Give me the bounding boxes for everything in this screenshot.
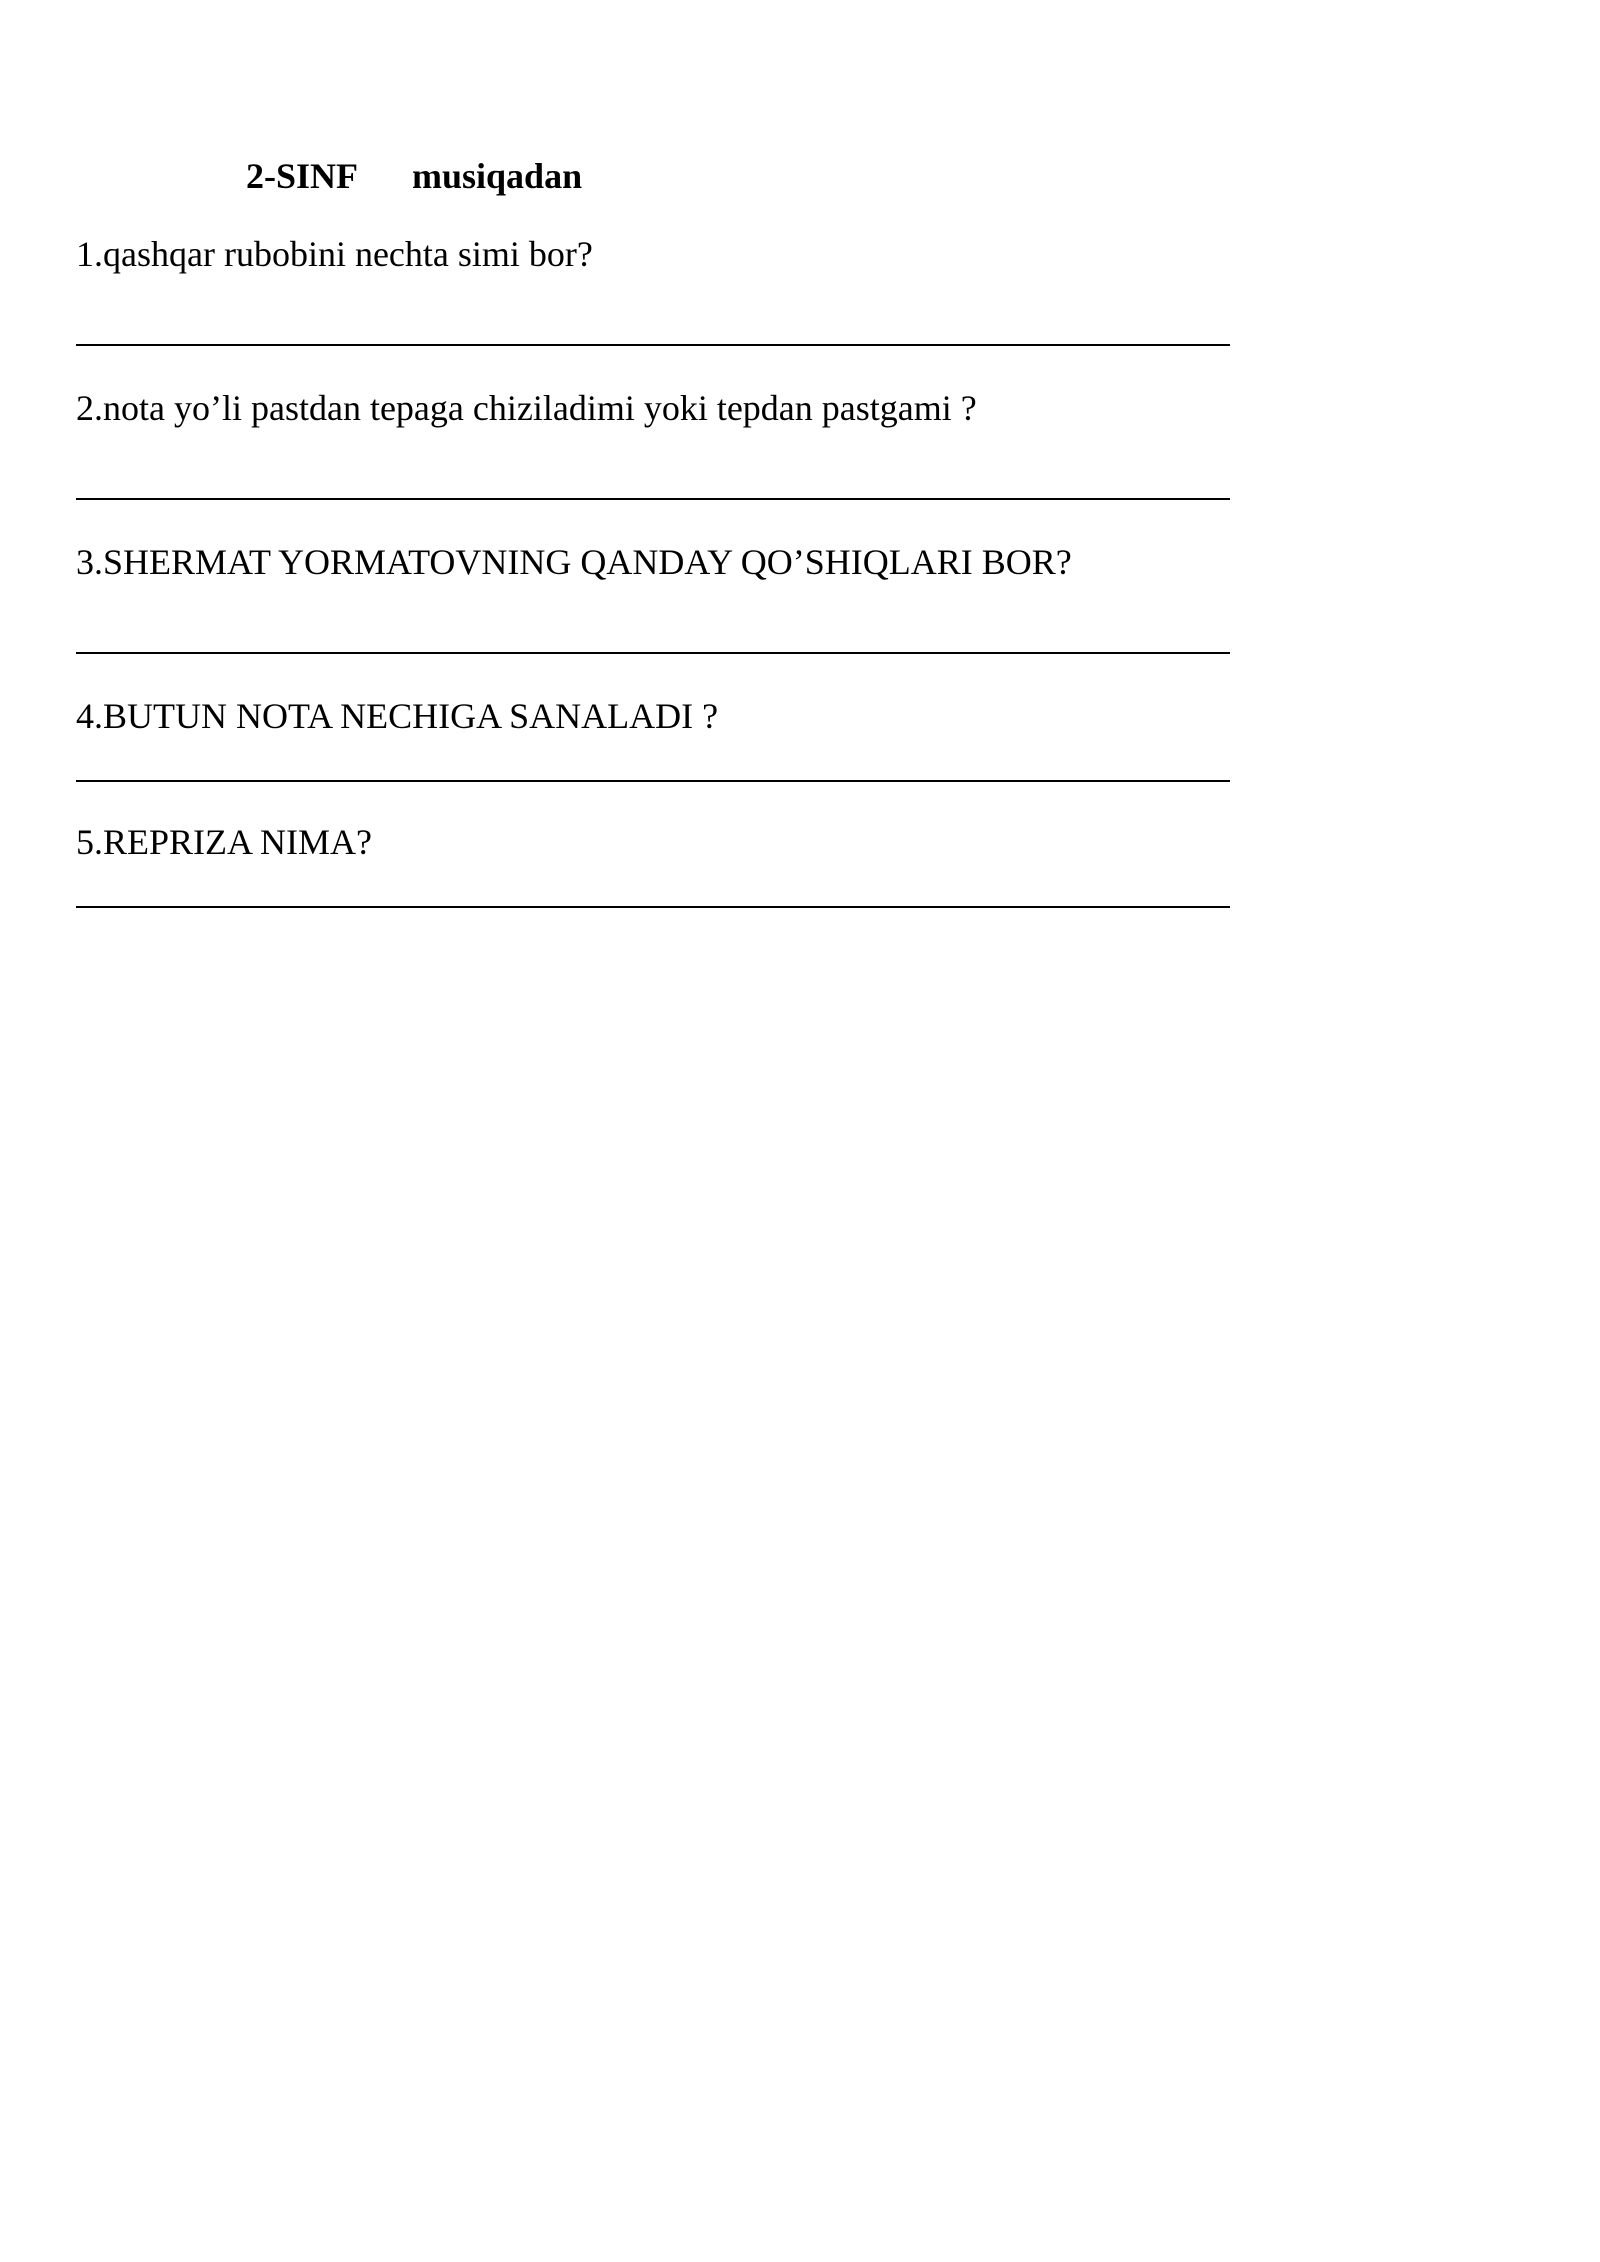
page-title xyxy=(0,152,1600,200)
answer-line-4 xyxy=(76,780,1230,782)
question-4: 4.BUTUN NOTA NECHIGA SANALADI ? xyxy=(76,696,719,736)
question-1: 1.qashqar rubobini nechta simi bor? xyxy=(76,234,593,274)
answer-line-2 xyxy=(76,498,1230,500)
question-3: 3.SHERMAT YORMATOVNING QANDAY QO’SHIQLARI BOR? xyxy=(76,542,1072,582)
subject-label: musiqadan xyxy=(412,156,583,196)
question-2: 2.nota yo’li pastdan tepaga chiziladimi yoki tepdan pastgami ? xyxy=(76,388,977,428)
question-5: 5.REPRIZA NIMA? xyxy=(76,822,372,862)
answer-line-3 xyxy=(76,652,1230,654)
answer-line-5 xyxy=(76,906,1230,908)
grade-label: 2-SINF xyxy=(246,156,359,196)
answer-line-1 xyxy=(76,344,1230,346)
